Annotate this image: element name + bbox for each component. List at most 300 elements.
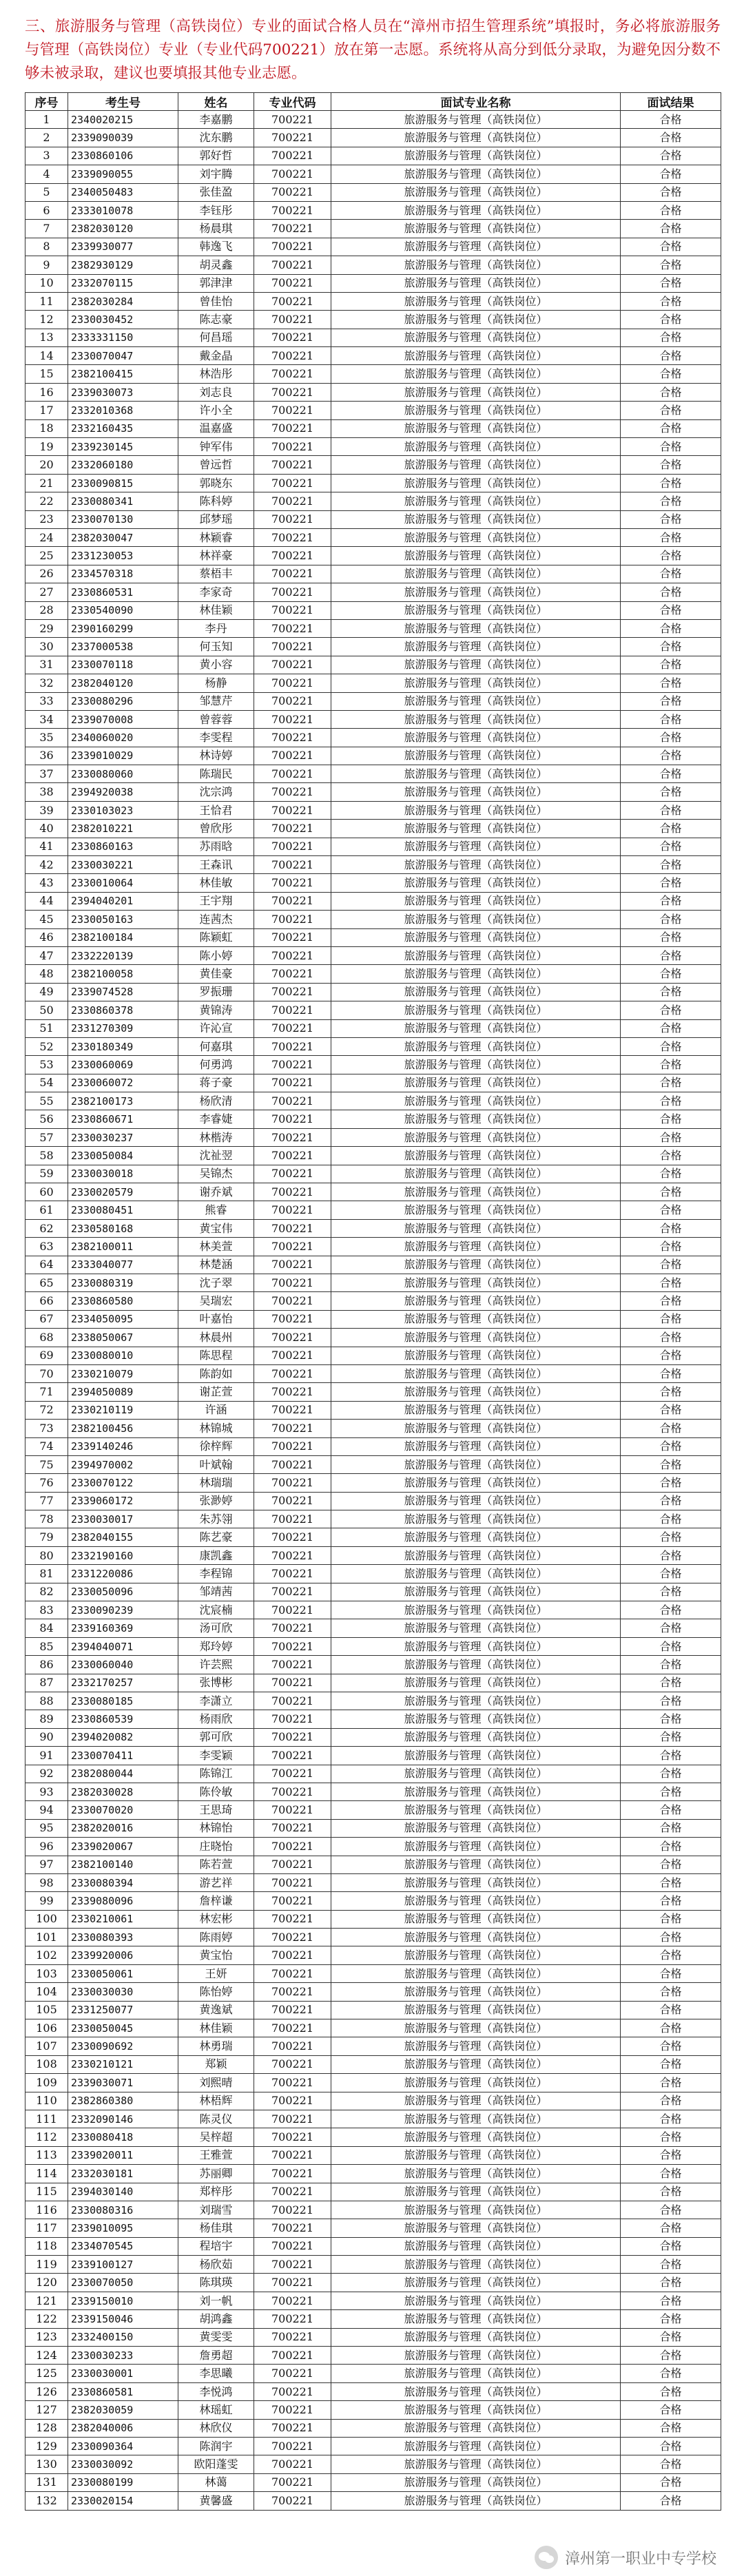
cell-seq: 73 [25, 1420, 68, 1437]
table-row [25, 946, 721, 964]
cell-seq: 105 [25, 2001, 68, 2019]
cell-name: 陈锦江 [178, 1765, 254, 1783]
cell-major-name: 旅游服务与管理（高铁岗位） [331, 765, 621, 783]
cell-exam-no: 2340050483 [68, 183, 178, 201]
cell-result: 合格 [621, 311, 721, 329]
table-row [25, 1692, 721, 1710]
table-row [25, 183, 721, 201]
cell-major-code: 700221 [254, 402, 331, 419]
cell-result: 合格 [621, 256, 721, 274]
table-row [25, 928, 721, 946]
cell-exam-no: 2332070115 [68, 274, 178, 292]
cell-major-code: 700221 [254, 1964, 331, 1982]
cell-major-name: 旅游服务与管理（高铁岗位） [331, 1201, 621, 1219]
cell-result: 合格 [621, 1656, 721, 1674]
cell-seq: 113 [25, 2146, 68, 2164]
table-row [25, 1819, 721, 1837]
cell-result: 合格 [621, 1583, 721, 1601]
cell-major-name: 旅游服务与管理（高铁岗位） [331, 1546, 621, 1564]
table-row [25, 274, 721, 292]
table-row [25, 1256, 721, 1274]
cell-name: 林晨州 [178, 1329, 254, 1347]
cell-seq: 92 [25, 1765, 68, 1783]
cell-major-code: 700221 [254, 1710, 331, 1728]
cell-seq: 28 [25, 601, 68, 619]
table-row [25, 1329, 721, 1347]
cell-result: 合格 [621, 1383, 721, 1401]
cell-name: 陈若萱 [178, 1856, 254, 1873]
table-row [25, 547, 721, 565]
table-row [25, 1546, 721, 1564]
cell-major-name: 旅游服务与管理（高铁岗位） [331, 656, 621, 674]
cell-result: 合格 [621, 1347, 721, 1364]
cell-name: 李雯颖 [178, 1747, 254, 1765]
cell-seq: 35 [25, 729, 68, 747]
cell-major-code: 700221 [254, 547, 331, 565]
cell-major-name: 旅游服务与管理（高铁岗位） [331, 1819, 621, 1837]
cell-major-name: 旅游服务与管理（高铁岗位） [331, 1765, 621, 1783]
cell-major-code: 700221 [254, 165, 331, 183]
table-row [25, 1856, 721, 1873]
cell-result: 合格 [621, 946, 721, 964]
cell-result: 合格 [621, 856, 721, 874]
cell-seq: 86 [25, 1656, 68, 1674]
cell-major-code: 700221 [254, 983, 331, 1001]
cell-seq: 81 [25, 1565, 68, 1583]
table-row [25, 1219, 721, 1237]
cell-major-name: 旅游服务与管理（高铁岗位） [331, 1656, 621, 1674]
cell-major-code: 700221 [254, 946, 331, 964]
cell-result: 合格 [621, 1838, 721, 1856]
cell-name: 李睿婕 [178, 1110, 254, 1128]
cell-name: 陈润宇 [178, 2438, 254, 2455]
cell-result: 合格 [621, 2310, 721, 2328]
cell-major-name: 旅游服务与管理（高铁岗位） [331, 1728, 621, 1746]
cell-major-code: 700221 [254, 2473, 331, 2491]
table-row [25, 783, 721, 801]
cell-name: 林蔼 [178, 2473, 254, 2491]
header-major-name: 面试专业名称 [331, 93, 621, 111]
table-row [25, 1274, 721, 1292]
cell-result: 合格 [621, 1710, 721, 1728]
cell-major-name: 旅游服务与管理（高铁岗位） [331, 1892, 621, 1910]
table-row [25, 2438, 721, 2455]
cell-exam-no: 2339090039 [68, 129, 178, 147]
header-major-code: 专业代码 [254, 93, 331, 111]
cell-major-code: 700221 [254, 1765, 331, 1783]
cell-exam-no: 2339920006 [68, 1946, 178, 1964]
cell-seq: 130 [25, 2455, 68, 2473]
cell-exam-no: 2330860531 [68, 583, 178, 601]
cell-result: 合格 [621, 747, 721, 765]
cell-seq: 99 [25, 1892, 68, 1910]
cell-major-name: 旅游服务与管理（高铁岗位） [331, 1165, 621, 1183]
table-row [25, 1310, 721, 1328]
cell-result: 合格 [621, 583, 721, 601]
cell-seq: 63 [25, 1238, 68, 1256]
cell-exam-no: 2339030071 [68, 2074, 178, 2092]
cell-result: 合格 [621, 1674, 721, 1692]
cell-name: 陈瑞民 [178, 765, 254, 783]
table-row [25, 1674, 721, 1692]
cell-major-code: 700221 [254, 1873, 331, 1891]
cell-major-name: 旅游服务与管理（高铁岗位） [331, 1838, 621, 1856]
cell-exam-no: 2332030181 [68, 2165, 178, 2183]
cell-exam-no: 2382030284 [68, 292, 178, 310]
table-row [25, 292, 721, 310]
cell-major-code: 700221 [254, 2438, 331, 2455]
cell-major-name: 旅游服务与管理（高铁岗位） [331, 2019, 621, 2037]
cell-name: 林美萱 [178, 1238, 254, 1256]
cell-seq: 126 [25, 2382, 68, 2400]
cell-seq: 114 [25, 2165, 68, 2183]
cell-major-code: 700221 [254, 2092, 331, 2110]
cell-major-code: 700221 [254, 1274, 331, 1292]
cell-seq: 20 [25, 456, 68, 474]
table-row [25, 201, 721, 219]
cell-name: 张佳盈 [178, 183, 254, 201]
cell-seq: 37 [25, 765, 68, 783]
cell-major-name: 旅游服务与管理（高铁岗位） [331, 1783, 621, 1800]
cell-exam-no: 2330580168 [68, 1219, 178, 1237]
cell-name: 邱梦瑶 [178, 510, 254, 528]
cell-name: 苏丽卿 [178, 2165, 254, 2183]
cell-major-code: 700221 [254, 201, 331, 219]
cell-seq: 19 [25, 438, 68, 456]
table-row [25, 874, 721, 892]
cell-exam-no: 2330090239 [68, 1601, 178, 1619]
cell-major-code: 700221 [254, 892, 331, 910]
cell-name: 林宏彬 [178, 1910, 254, 1928]
cell-seq: 93 [25, 1783, 68, 1800]
cell-exam-no: 2330080418 [68, 2128, 178, 2146]
table-row [25, 1183, 721, 1201]
cell-result: 合格 [621, 2292, 721, 2309]
cell-major-name: 旅游服务与管理（高铁岗位） [331, 601, 621, 619]
cell-name: 陈琪瑛 [178, 2274, 254, 2292]
cell-seq: 103 [25, 1964, 68, 1982]
cell-exam-no: 2330860106 [68, 147, 178, 165]
cell-seq: 104 [25, 1983, 68, 2001]
cell-result: 合格 [621, 765, 721, 783]
cell-name: 刘宇腾 [178, 165, 254, 183]
cell-seq: 54 [25, 1074, 68, 1092]
cell-result: 合格 [621, 1619, 721, 1637]
cell-seq: 34 [25, 710, 68, 728]
cell-name: 游艺祥 [178, 1873, 254, 1891]
cell-exam-no: 2330030237 [68, 1128, 178, 1146]
cell-major-name: 旅游服务与管理（高铁岗位） [331, 1492, 621, 1510]
cell-seq: 40 [25, 820, 68, 838]
cell-major-name: 旅游服务与管理（高铁岗位） [331, 1929, 621, 1946]
cell-major-name: 旅游服务与管理（高铁岗位） [331, 1110, 621, 1128]
cell-name: 何嘉琪 [178, 1037, 254, 1055]
cell-major-code: 700221 [254, 1946, 331, 1964]
cell-exam-no: 2382860380 [68, 2092, 178, 2110]
cell-result: 合格 [621, 2001, 721, 2019]
cell-major-code: 700221 [254, 1838, 331, 1856]
cell-exam-no: 2382030120 [68, 220, 178, 238]
cell-name: 黄雯雯 [178, 2328, 254, 2346]
cell-exam-no: 2382030028 [68, 1783, 178, 1800]
cell-result: 合格 [621, 965, 721, 983]
cell-major-code: 700221 [254, 256, 331, 274]
cell-result: 合格 [621, 1728, 721, 1746]
cell-name: 林瑶虹 [178, 2401, 254, 2419]
cell-major-code: 700221 [254, 1455, 331, 1473]
cell-result: 合格 [621, 2365, 721, 2382]
table-row [25, 1637, 721, 1655]
cell-exam-no: 2382100011 [68, 1238, 178, 1256]
table-row [25, 2201, 721, 2219]
cell-result: 合格 [621, 1092, 721, 1110]
cell-seq: 70 [25, 1364, 68, 1382]
cell-major-code: 700221 [254, 1383, 331, 1401]
cell-exam-no: 2382040155 [68, 1528, 178, 1546]
cell-result: 合格 [621, 2165, 721, 2183]
table-row [25, 2455, 721, 2473]
cell-major-code: 700221 [254, 1256, 331, 1274]
cell-name: 吴梓超 [178, 2128, 254, 2146]
cell-exam-no: 2339020067 [68, 1838, 178, 1856]
cell-seq: 74 [25, 1437, 68, 1455]
cell-exam-no: 2339160369 [68, 1619, 178, 1637]
cell-major-name: 旅游服务与管理（高铁岗位） [331, 2074, 621, 2092]
cell-major-name: 旅游服务与管理（高铁岗位） [331, 1238, 621, 1256]
cell-result: 合格 [621, 2382, 721, 2400]
cell-result: 合格 [621, 2419, 721, 2437]
cell-seq: 78 [25, 1510, 68, 1528]
table-row [25, 165, 721, 183]
cell-exam-no: 2330080393 [68, 1929, 178, 1946]
cell-major-name: 旅游服务与管理（高铁岗位） [331, 1420, 621, 1437]
cell-major-name: 旅游服务与管理（高铁岗位） [331, 1565, 621, 1583]
cell-major-name: 旅游服务与管理（高铁岗位） [331, 1019, 621, 1037]
table-row [25, 383, 721, 401]
cell-exam-no: 2330860580 [68, 1292, 178, 1310]
table-row [25, 1528, 721, 1546]
cell-name: 叶斌翰 [178, 1455, 254, 1473]
cell-result: 合格 [621, 874, 721, 892]
cell-major-code: 700221 [254, 1801, 331, 1819]
cell-result: 合格 [621, 638, 721, 656]
table-row [25, 1873, 721, 1891]
cell-major-name: 旅游服务与管理（高铁岗位） [331, 2492, 621, 2510]
cell-name: 曾远哲 [178, 456, 254, 474]
cell-major-code: 700221 [254, 220, 331, 238]
cell-major-code: 700221 [254, 1364, 331, 1382]
table-row [25, 438, 721, 456]
cell-major-code: 700221 [254, 1674, 331, 1692]
cell-name: 汤可欣 [178, 1619, 254, 1637]
table-row [25, 2001, 721, 2019]
cell-name: 王思琦 [178, 1801, 254, 1819]
cell-result: 合格 [621, 419, 721, 437]
cell-major-name: 旅游服务与管理（高铁岗位） [331, 183, 621, 201]
cell-exam-no: 2330080010 [68, 1347, 178, 1364]
cell-result: 合格 [621, 1892, 721, 1910]
table-row [25, 1420, 721, 1437]
cell-result: 合格 [621, 1946, 721, 1964]
cell-result: 合格 [621, 783, 721, 801]
cell-name: 林楷涛 [178, 1128, 254, 1146]
cell-result: 合格 [621, 456, 721, 474]
cell-result: 合格 [621, 329, 721, 346]
table-row [25, 1147, 721, 1165]
cell-major-code: 700221 [254, 1037, 331, 1055]
cell-name: 王森讯 [178, 856, 254, 874]
cell-major-code: 700221 [254, 928, 331, 946]
cell-name: 何勇鸿 [178, 1056, 254, 1074]
cell-major-name: 旅游服务与管理（高铁岗位） [331, 1747, 621, 1765]
cell-seq: 59 [25, 1165, 68, 1183]
header-row [25, 93, 721, 111]
table-row [25, 2382, 721, 2400]
cell-result: 合格 [621, 2256, 721, 2274]
cell-major-name: 旅游服务与管理（高铁岗位） [331, 419, 621, 437]
cell-result: 合格 [621, 2401, 721, 2419]
cell-result: 合格 [621, 2128, 721, 2146]
cell-major-code: 700221 [254, 729, 331, 747]
cell-major-code: 700221 [254, 2165, 331, 2183]
cell-exam-no: 2330860163 [68, 838, 178, 855]
cell-major-name: 旅游服务与管理（高铁岗位） [331, 1292, 621, 1310]
cell-result: 合格 [621, 1565, 721, 1583]
table-body [25, 111, 721, 2511]
cell-major-name: 旅游服务与管理（高铁岗位） [331, 1710, 621, 1728]
cell-result: 合格 [621, 2201, 721, 2219]
header-name: 姓名 [178, 93, 254, 111]
cell-name: 黄佳豪 [178, 965, 254, 983]
cell-result: 合格 [621, 1510, 721, 1528]
cell-name: 黄宝怡 [178, 1946, 254, 1964]
cell-exam-no: 2394920038 [68, 783, 178, 801]
table-row [25, 1238, 721, 1256]
cell-major-code: 700221 [254, 1401, 331, 1419]
cell-exam-no: 2330210119 [68, 1401, 178, 1419]
cell-major-name: 旅游服务与管理（高铁岗位） [331, 2382, 621, 2400]
cell-result: 合格 [621, 365, 721, 383]
cell-exam-no: 2330060069 [68, 1056, 178, 1074]
cell-seq: 53 [25, 1056, 68, 1074]
cell-seq: 102 [25, 1946, 68, 1964]
cell-exam-no: 2339150010 [68, 2292, 178, 2309]
cell-result: 合格 [621, 1783, 721, 1800]
cell-exam-no: 2339080096 [68, 1892, 178, 1910]
cell-name: 陈小婷 [178, 946, 254, 964]
cell-exam-no: 2332170257 [68, 1674, 178, 1692]
cell-name: 许涵 [178, 1401, 254, 1419]
cell-major-code: 700221 [254, 2219, 331, 2237]
table-row [25, 1892, 721, 1910]
cell-seq: 101 [25, 1929, 68, 1946]
cell-major-name: 旅游服务与管理（高铁岗位） [331, 383, 621, 401]
cell-exam-no: 2330010064 [68, 874, 178, 892]
table-row [25, 2292, 721, 2309]
cell-major-code: 700221 [254, 147, 331, 165]
cell-exam-no: 2330080341 [68, 492, 178, 510]
cell-seq: 46 [25, 928, 68, 946]
cell-name: 林佳颖 [178, 2019, 254, 2037]
cell-exam-no: 2339150046 [68, 2310, 178, 2328]
cell-name: 沈宸楠 [178, 1601, 254, 1619]
cell-major-name: 旅游服务与管理（高铁岗位） [331, 2001, 621, 2019]
cell-exam-no: 2330080296 [68, 692, 178, 710]
cell-result: 合格 [621, 111, 721, 129]
table-row [25, 111, 721, 129]
cell-exam-no: 2330050084 [68, 1147, 178, 1165]
table-row [25, 129, 721, 147]
cell-major-name: 旅游服务与管理（高铁岗位） [331, 2128, 621, 2146]
cell-name: 林勇瑞 [178, 2037, 254, 2055]
cell-name: 李程锦 [178, 1565, 254, 1583]
table-row [25, 1056, 721, 1074]
table-row [25, 1983, 721, 2001]
cell-result: 合格 [621, 1983, 721, 2001]
cell-major-name: 旅游服务与管理（高铁岗位） [331, 874, 621, 892]
cell-exam-no: 2394020082 [68, 1728, 178, 1746]
cell-major-name: 旅游服务与管理（高铁岗位） [331, 1528, 621, 1546]
cell-exam-no: 2330060072 [68, 1074, 178, 1092]
cell-major-code: 700221 [254, 1147, 331, 1165]
cell-result: 合格 [621, 274, 721, 292]
cell-major-code: 700221 [254, 1983, 331, 2001]
cell-name: 陈志豪 [178, 311, 254, 329]
table-row [25, 692, 721, 710]
cell-major-name: 旅游服务与管理（高铁岗位） [331, 1692, 621, 1710]
cell-major-name: 旅游服务与管理（高铁岗位） [331, 1383, 621, 1401]
cell-seq: 112 [25, 2128, 68, 2146]
cell-name: 林诗婷 [178, 747, 254, 765]
cell-exam-no: 2382040006 [68, 2419, 178, 2437]
table-row [25, 311, 721, 329]
cell-seq: 50 [25, 1001, 68, 1019]
cell-seq: 15 [25, 365, 68, 383]
cell-result: 合格 [621, 729, 721, 747]
cell-name: 曾蓉蓉 [178, 710, 254, 728]
cell-major-code: 700221 [254, 801, 331, 819]
cell-major-code: 700221 [254, 1092, 331, 1110]
cell-seq: 24 [25, 528, 68, 546]
cell-major-name: 旅游服务与管理（高铁岗位） [331, 2438, 621, 2455]
cell-exam-no: 2333040077 [68, 1256, 178, 1274]
cell-exam-no: 2330070411 [68, 1747, 178, 1765]
cell-result: 合格 [621, 438, 721, 456]
cell-major-code: 700221 [254, 1420, 331, 1437]
cell-result: 合格 [621, 1037, 721, 1055]
cell-name: 陈雨婷 [178, 1929, 254, 1946]
cell-seq: 23 [25, 510, 68, 528]
cell-exam-no: 2339010029 [68, 747, 178, 765]
cell-major-name: 旅游服务与管理（高铁岗位） [331, 911, 621, 928]
cell-result: 合格 [621, 1310, 721, 1328]
table-header [25, 93, 721, 111]
cell-seq: 107 [25, 2037, 68, 2055]
cell-major-code: 700221 [254, 692, 331, 710]
cell-name: 刘一帆 [178, 2292, 254, 2309]
cell-name: 李钰彤 [178, 201, 254, 219]
table-row [25, 2128, 721, 2146]
table-row [25, 1037, 721, 1055]
cell-exam-no: 2331220086 [68, 1565, 178, 1583]
cell-major-name: 旅游服务与管理（高铁岗位） [331, 274, 621, 292]
cell-major-name: 旅游服务与管理（高铁岗位） [331, 510, 621, 528]
cell-name: 郑颖 [178, 2055, 254, 2073]
cell-result: 合格 [621, 1455, 721, 1473]
cell-major-code: 700221 [254, 2455, 331, 2473]
cell-result: 合格 [621, 183, 721, 201]
table-row [25, 965, 721, 983]
